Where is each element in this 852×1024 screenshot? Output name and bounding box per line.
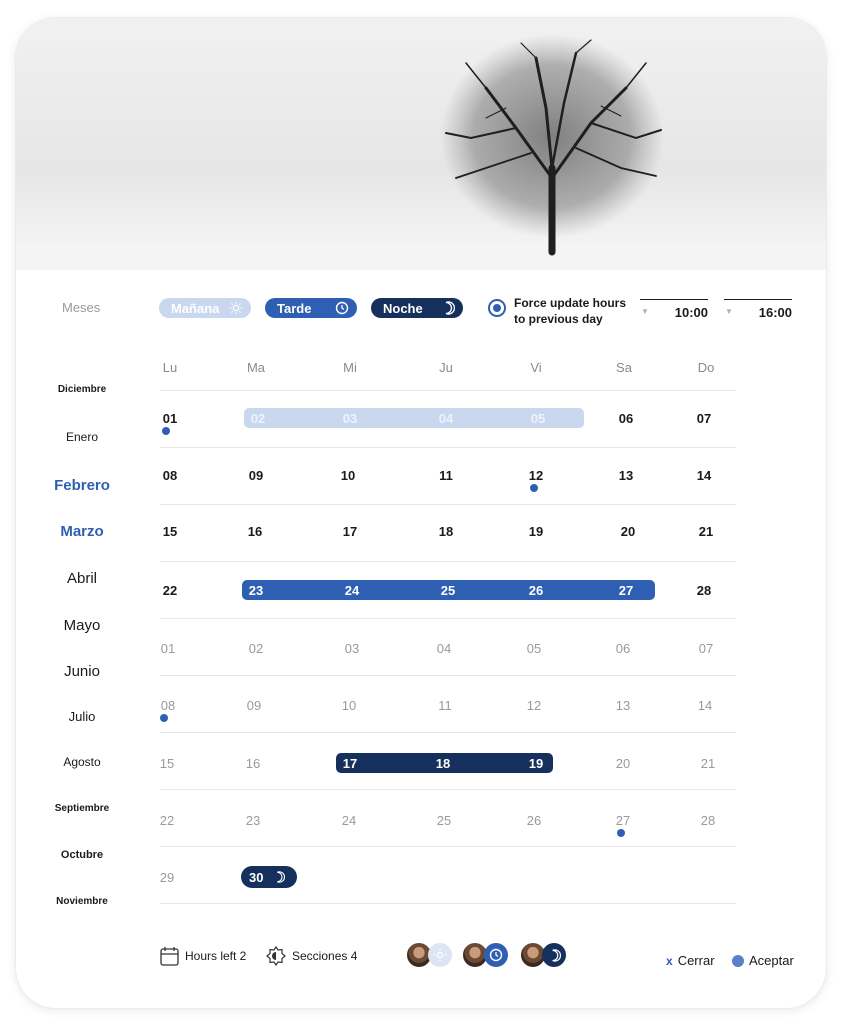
event-dot <box>530 484 538 492</box>
day-cell[interactable]: 12 <box>526 698 542 713</box>
row-divider <box>160 732 736 733</box>
moon-icon <box>441 301 455 315</box>
day-cell[interactable]: 01 <box>162 411 178 426</box>
month-item-septiembre[interactable]: Septiembre <box>54 803 110 814</box>
slot-noche-pill[interactable] <box>371 298 463 318</box>
row-divider <box>160 675 736 676</box>
day-cell[interactable]: 02 <box>250 411 266 426</box>
moon-icon <box>542 943 566 967</box>
month-item-enero[interactable]: Enero <box>65 430 99 444</box>
slot-manana-pill[interactable] <box>159 298 251 318</box>
month-item-diciembre[interactable]: Diciembre <box>57 384 107 395</box>
day-cell[interactable]: 14 <box>697 698 713 713</box>
month-item-febrero[interactable]: Febrero <box>54 477 110 494</box>
day-cell[interactable]: 13 <box>615 698 631 713</box>
event-dot <box>617 829 625 837</box>
month-item-abril[interactable]: Abril <box>66 570 97 587</box>
clock-icon <box>335 301 349 315</box>
day-cell-selected[interactable]: 30 <box>241 866 297 888</box>
calendar-card <box>16 18 826 1008</box>
row-divider <box>160 618 736 619</box>
day-cell[interactable]: 04 <box>438 411 454 426</box>
day-cell[interactable]: 26 <box>526 813 542 828</box>
weekday-sa: Sa <box>616 360 632 375</box>
weekday-mi: Mi <box>343 360 357 375</box>
row-divider <box>160 390 736 391</box>
day-cell[interactable]: 14 <box>696 468 712 483</box>
sections-indicator: Secciones 4 <box>266 946 357 966</box>
force-update-radio[interactable] <box>488 299 506 317</box>
day-cell[interactable]: 24 <box>341 813 357 828</box>
day-cell[interactable]: 26 <box>528 583 544 598</box>
day-cell[interactable]: 22 <box>162 583 178 598</box>
tree-illustration <box>16 18 826 270</box>
calendar-icon <box>160 946 179 966</box>
chevron-down-icon: ▼ <box>725 307 733 316</box>
month-item-noviembre[interactable]: Noviembre <box>56 896 108 907</box>
event-dot <box>162 427 170 435</box>
chevron-down-icon: ▼ <box>641 307 649 316</box>
time-to-field[interactable]: 16:00 <box>724 299 792 323</box>
avatar-noche[interactable] <box>520 942 566 968</box>
day-cell[interactable]: 17 <box>342 524 358 539</box>
day-cell[interactable]: 13 <box>618 468 634 483</box>
day-cell[interactable]: 16 <box>245 756 261 771</box>
day-cell[interactable]: 16 <box>247 524 263 539</box>
month-item-marzo[interactable]: Marzo <box>60 523 104 540</box>
weekday-vi: Vi <box>530 360 542 375</box>
day-cell[interactable]: 24 <box>344 583 360 598</box>
avatar-tarde[interactable] <box>462 942 508 968</box>
day-cell[interactable]: 07 <box>698 641 714 656</box>
clock-icon <box>484 943 508 967</box>
day-cell[interactable]: 21 <box>700 756 716 771</box>
day-cell[interactable]: 27 <box>618 583 634 598</box>
months-label: Meses <box>62 300 101 315</box>
day-cell[interactable]: 10 <box>340 468 356 483</box>
day-cell[interactable]: 20 <box>615 756 631 771</box>
day-cell[interactable]: 27 <box>615 813 631 828</box>
day-cell[interactable]: 23 <box>248 583 264 598</box>
day-cell[interactable]: 15 <box>159 756 175 771</box>
day-cell[interactable]: 18 <box>435 756 451 771</box>
day-cell[interactable]: 06 <box>618 411 634 426</box>
day-cell[interactable]: 17 <box>342 756 358 771</box>
day-cell[interactable]: 28 <box>696 583 712 598</box>
row-divider <box>160 561 736 562</box>
sun-icon <box>428 943 452 967</box>
slot-tarde-label: Tarde <box>277 300 312 316</box>
slot-tarde-pill[interactable] <box>265 298 357 318</box>
month-item-julio[interactable]: Julio <box>68 709 96 724</box>
sun-icon <box>229 301 243 315</box>
day-cell[interactable]: 19 <box>528 524 544 539</box>
day-cell[interactable]: 28 <box>700 813 716 828</box>
day-cell[interactable]: 07 <box>696 411 712 426</box>
day-cell[interactable]: 09 <box>246 698 262 713</box>
close-icon: x <box>666 953 673 968</box>
day-cell[interactable]: 11 <box>438 698 452 713</box>
day-cell[interactable]: 06 <box>615 641 631 656</box>
accept-dot-icon <box>732 955 744 967</box>
day-cell[interactable]: 05 <box>526 641 542 656</box>
row-divider <box>160 789 736 790</box>
month-item-mayo[interactable]: Mayo <box>63 617 101 634</box>
weekday-ju: Ju <box>439 360 453 375</box>
month-item-agosto[interactable]: Agosto <box>63 755 101 769</box>
month-item-octubre[interactable]: Octubre <box>60 849 104 861</box>
day-cell[interactable]: 25 <box>436 813 452 828</box>
hours-left-indicator: Hours left 2 <box>160 946 246 966</box>
day-cell[interactable]: 08 <box>162 468 178 483</box>
day-cell[interactable]: 09 <box>248 468 264 483</box>
day-cell[interactable]: 22 <box>159 813 175 828</box>
day-cell[interactable]: 21 <box>698 524 714 539</box>
day-cell[interactable]: 20 <box>620 524 636 539</box>
weekday-do: Do <box>697 360 715 375</box>
sections-gear-icon <box>266 946 286 966</box>
day-cell[interactable]: 12 <box>528 468 544 483</box>
slot-noche-label: Noche <box>383 300 423 316</box>
row-divider <box>160 447 736 448</box>
hero-image <box>16 18 826 270</box>
month-item-junio[interactable]: Junio <box>64 663 100 680</box>
moon-icon <box>273 871 285 883</box>
day-cell[interactable]: 05 <box>530 411 546 426</box>
day-cell[interactable]: 04 <box>436 641 452 656</box>
day-cell[interactable]: 03 <box>344 641 360 656</box>
day-cell[interactable]: 02 <box>248 641 264 656</box>
day-cell[interactable]: 29 <box>159 870 175 885</box>
weekday-lu: Lu <box>162 360 178 375</box>
time-from-field[interactable]: 10:00 <box>640 299 708 323</box>
day-cell[interactable]: 23 <box>245 813 261 828</box>
row-divider <box>160 846 736 847</box>
slot-manana-label: Mañana <box>171 300 220 316</box>
day-cell[interactable]: 10 <box>341 698 357 713</box>
avatar-manana[interactable] <box>406 942 452 968</box>
accept-button[interactable]: Aceptar <box>732 953 794 968</box>
row-divider <box>160 903 736 904</box>
day-cell[interactable]: 19 <box>528 756 544 771</box>
day-cell[interactable]: 25 <box>440 583 456 598</box>
day-cell[interactable]: 03 <box>342 411 358 426</box>
day-cell[interactable]: 08 <box>160 698 176 713</box>
day-cell[interactable]: 18 <box>438 524 454 539</box>
close-button[interactable]: x Cerrar <box>666 953 715 968</box>
event-dot <box>160 714 168 722</box>
force-update-label: Force update hours to previous day <box>514 296 627 326</box>
day-cell[interactable]: 11 <box>439 468 453 483</box>
weekday-ma: Ma <box>246 360 266 375</box>
day-cell[interactable]: 01 <box>160 641 176 656</box>
row-divider <box>160 504 736 505</box>
day-cell[interactable]: 15 <box>162 524 178 539</box>
